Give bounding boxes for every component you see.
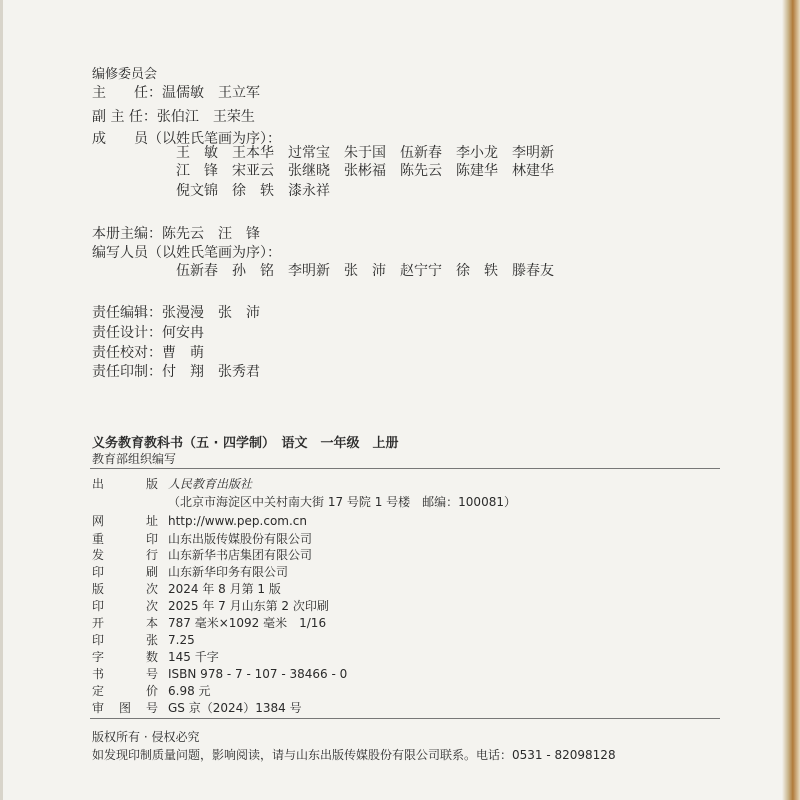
imprint-row xyxy=(92,682,211,699)
imprint-row xyxy=(92,597,329,614)
responsible-design-row xyxy=(92,322,204,342)
imprint-value: ISBN 978 - 7 - 107 - 38466 - 0 xyxy=(168,667,348,681)
writers-names: 伍新春 孙 铭 李明新 张 沛 赵宁宁 徐 轶 滕春友 xyxy=(176,263,554,279)
imprint-label: 审图号 xyxy=(92,701,158,715)
imprint-value: 山东新华书店集团有限公司 xyxy=(168,548,313,562)
volume-editor-label: 本册主编： xyxy=(92,226,162,242)
imprint-value: （北京市海淀区中关村南大街 17 号院 1 号楼 邮编：100081） xyxy=(168,495,516,509)
imprint-row xyxy=(92,512,307,529)
imprint-row xyxy=(92,546,312,563)
imprint-label: 版次 xyxy=(92,582,158,596)
imprint-label: 发行 xyxy=(92,548,158,562)
book-title: 义务教育教科书（五 · 四学制） 语文 一年级 上册 xyxy=(92,436,399,451)
compiled-by: 教育部组织编写 xyxy=(92,452,177,466)
imprint-label: 网址 xyxy=(92,514,158,528)
imprint-value: http://www.pep.com.cn xyxy=(168,514,307,528)
responsible-design-names: 何安冉 xyxy=(162,325,204,341)
imprint-value: 2024 年 8 月第 1 版 xyxy=(168,582,281,596)
chief-names: 温儒敏 王立军 xyxy=(162,85,260,101)
imprint-label: 字数 xyxy=(92,650,158,664)
volume-editor-row xyxy=(92,223,260,243)
members-label: 成 员（以姓氏笔画为序）： xyxy=(92,131,281,147)
imprint-value: 787 毫米×1092 毫米 1/16 xyxy=(168,616,327,630)
imprint-label: 印刷 xyxy=(92,565,158,579)
members-row-3: 倪文锦 徐 轶 漆永祥 xyxy=(176,183,330,199)
responsible-print-names: 付 翔 张秀君 xyxy=(162,364,260,380)
imprint-value: 山东新华印务有限公司 xyxy=(168,565,289,579)
members-row-1: 王 敏 王本华 过常宝 朱于国 伍新春 李小龙 李明新 xyxy=(176,145,554,161)
imprint-label: 印次 xyxy=(92,599,158,613)
quality-contact-notice: 如发现印制质量问题，影响阅读，请与山东出版传媒股份有限公司联系。电话：0531 - 82098128 xyxy=(92,748,616,762)
imprint-row xyxy=(92,631,195,648)
imprint-value: 6.98 元 xyxy=(168,684,211,698)
responsible-editing-label: 责任编辑： xyxy=(92,305,162,321)
responsible-proof-label: 责任校对： xyxy=(92,345,162,361)
chief-row xyxy=(92,82,260,102)
responsible-print-label: 责任印制： xyxy=(92,364,162,380)
imprint-label: 重印 xyxy=(92,532,158,546)
imprint-value: 人民教育出版社 xyxy=(168,477,253,491)
responsible-print-row xyxy=(92,361,260,381)
divider-bottom xyxy=(90,718,720,719)
imprint-value: 2025 年 7 月山东第 2 次印刷 xyxy=(168,599,329,613)
committee-heading: 编修委员会 xyxy=(92,67,158,82)
imprint-value: 山东出版传媒股份有限公司 xyxy=(168,532,313,546)
imprint-row xyxy=(92,614,326,631)
imprint-row xyxy=(92,648,219,665)
responsible-editing-names: 张漫漫 张 沛 xyxy=(162,305,260,321)
imprint-label: 出版 xyxy=(92,477,158,491)
imprint-value: GS 京（2024）1384 号 xyxy=(168,701,302,715)
deputy-row xyxy=(92,106,255,126)
imprint-label: 定价 xyxy=(92,684,158,698)
responsible-proof-names: 曹 萌 xyxy=(162,345,204,361)
divider-top xyxy=(90,468,720,469)
page-left-edge xyxy=(0,0,3,800)
deputy-names: 张伯江 王荣生 xyxy=(156,109,255,125)
rights-notice: 版权所有 · 侵权必究 xyxy=(92,730,200,744)
imprint-row xyxy=(92,563,288,580)
imprint-row xyxy=(92,665,347,682)
imprint-row xyxy=(92,530,312,547)
volume-editor-names: 陈先云 汪 锋 xyxy=(162,226,260,242)
imprint-row xyxy=(92,475,252,492)
imprint-label: 书号 xyxy=(92,667,158,681)
page-binding-edge xyxy=(782,0,800,800)
imprint-value: 7.25 xyxy=(168,633,195,647)
imprint-row xyxy=(92,493,516,510)
deputy-label: 副 主 任： xyxy=(92,109,157,125)
responsible-proof-row xyxy=(92,342,204,362)
writers-label: 编写人员（以姓氏笔画为序）： xyxy=(92,245,281,261)
chief-label: 主 任： xyxy=(92,85,162,101)
imprint-label: 开本 xyxy=(92,616,158,630)
responsible-design-label: 责任设计： xyxy=(92,325,162,341)
imprint-label: 印张 xyxy=(92,633,158,647)
responsible-editing-row xyxy=(92,302,260,322)
imprint-value: 145 千字 xyxy=(168,650,219,664)
members-row-2: 江 锋 宋亚云 张继晓 张彬福 陈先云 陈建华 林建华 xyxy=(176,163,554,179)
imprint-row xyxy=(92,580,281,597)
imprint-row xyxy=(92,699,302,716)
